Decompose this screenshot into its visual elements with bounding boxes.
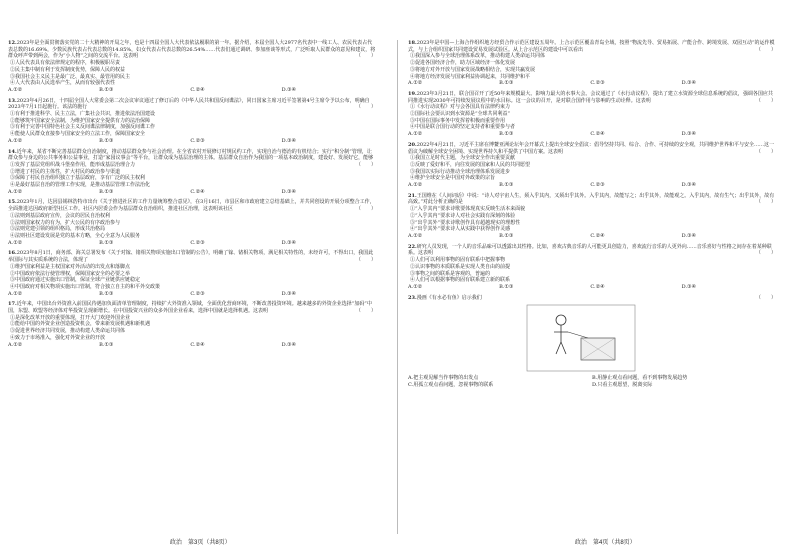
question-number: 18.	[408, 40, 417, 46]
question-stem	[8, 301, 376, 314]
options-row	[8, 240, 376, 247]
statement-item: ②能够筑牢国家安全法制，为维护国家安全提供有力的法治保障	[10, 117, 151, 124]
options-row	[8, 291, 376, 298]
question-stem	[8, 40, 376, 60]
question	[8, 149, 376, 196]
question-number: 17.	[8, 301, 17, 308]
statement-item: ①人民代表具有依法律规定的程序，积极履职尽责	[10, 60, 121, 67]
answer-option: D.③④	[281, 86, 296, 93]
statement-item: ③促进世界经济共同发展，推动构建人类命运共同体	[10, 328, 126, 335]
question	[408, 193, 776, 240]
question-stem	[408, 91, 776, 104]
question-text: 2022年4月21日，习近平主席在博鳌亚洲论坛年会开幕式上提出全球安全倡议：倡导坚持共同、综合、合作、可持续的安全观，共同维护世界和平与安全……这一倡议为破解全球安全困境、实现世界持久和平提供了中国方案。这表明	[408, 141, 774, 155]
answer-option: B.①③	[499, 182, 514, 189]
answer-option: B.①③	[99, 239, 114, 246]
options-row	[408, 131, 776, 138]
answer-option: A.①②	[408, 283, 423, 290]
answer-option: C.②③	[190, 137, 205, 144]
answer-option: A.①②	[8, 188, 23, 195]
answer-option: B.①③	[499, 232, 514, 239]
statement-item: ①发挥了基层党组织战斗堡垒作用，能形成基层治理合力	[10, 161, 136, 168]
question-text: 王国维在《人间词话》中说：“诗人对宇宙人生，须入乎其内，又须出乎其外。入乎其内，故能写之；出乎其外，故能观之。入乎其内，故有生气；出乎其外，故有高致。”对此分析正确的是	[408, 192, 775, 206]
answer-option: A.①②	[8, 290, 23, 297]
question	[8, 301, 376, 348]
statement-item: ①维护国家利益是主权国家对外活动的出发点和落脚点	[10, 263, 131, 270]
left-column	[8, 40, 376, 352]
answer-option: C.用孤立观点看问题，忽视事物的联系	[408, 382, 494, 389]
question-stem	[408, 193, 776, 206]
statement-item: ④中国是联合国行动的坚定支持者和重要参与者	[410, 124, 516, 131]
answer-option: B.①③	[99, 86, 114, 93]
answer-option: C.②④	[190, 341, 205, 348]
answer-option: C.②③	[590, 80, 605, 87]
statement-item: ③有利于完善中国特色社会主义反间谍法律制度，加强反间谍工作	[10, 124, 156, 131]
question-number: 12.	[8, 40, 17, 46]
statement-item: ④将地方经济发展与国家利益协调起来，共同维护和平	[410, 73, 531, 80]
statement-item: ②认识事物的本质联系是实现人类自由的前提	[410, 263, 511, 270]
statement-item: ③中国政府通过实施出口管制，保证全球产业链供应链稳定	[10, 277, 141, 284]
answer-option: C.②④	[190, 188, 205, 195]
question-text: 研究人员发现，一个人的音乐品味可以透露出其性格。比如，喜欢古典音乐的人可能更具创造力，喜欢流行音乐的人更外向……音乐喜好与性格之间存在着某种联系。这表明	[408, 243, 772, 257]
statement-item: ④是最好基层自治的管理工作实现，是推动基层管理工作法治化	[10, 182, 151, 189]
answer-option: D.③④	[681, 80, 696, 87]
answer-blank: （ ）	[355, 161, 376, 168]
question-number: 15.	[8, 199, 17, 206]
answer-option: D.③④	[681, 182, 696, 189]
statement-item: ③保障了村民自治组织独立于基层政府，享有广泛的民主权利	[10, 175, 146, 182]
answer-option: A.①②	[8, 341, 23, 348]
answer-option: D.③④	[281, 188, 296, 195]
page-footer-left: 政治 第3页（共8页）	[170, 540, 231, 546]
statement-item: ③法则党建引领的组织格局，形成共治格局	[10, 226, 106, 233]
question-stem	[8, 199, 376, 212]
question	[8, 98, 376, 145]
question-text: 漫画《有水必有鱼》启示我们	[416, 294, 482, 301]
question	[408, 40, 776, 87]
column-divider	[397, 40, 398, 534]
options-row	[408, 233, 776, 240]
answer-blank: （ ）	[355, 308, 376, 315]
answer-option: B.①③	[99, 290, 114, 297]
answer-option: D.③④	[281, 290, 296, 297]
answer-option: B.①③	[99, 137, 114, 144]
answer-option: C.②④	[190, 86, 205, 93]
answer-option: A.①②	[8, 239, 23, 246]
page-footer-right: 政治 第4页（共8页）	[575, 540, 636, 546]
answer-option: C.②③	[590, 182, 605, 189]
options-row	[408, 182, 776, 189]
options-row	[8, 342, 376, 349]
question-text: 2023年是全面贯彻落实党的二十大精神的开局之年，也是十四届全国人大代表依法履职的第一年。据介绍，本届全国人大2977名代表中一线工人、农民代表占代表总数的16.69%，少数民族代表占代表总数的14.85%，妇女代表占代表总数的26.54%……代表们通过调研、参加座谈等形式，广泛听取人民群众的意见和建议，将群众呼声带到两会，作为“小人物”之间的交流平台。这表明	[8, 40, 376, 60]
answer-option: A.①②	[408, 131, 423, 138]
answer-option: D.③④	[681, 283, 696, 290]
answer-blank: （ ）	[355, 53, 376, 60]
statement-item: ①《水行动议程》对与会各国具有法律约束力	[410, 104, 511, 111]
question-text: 2023年3月21日，联合国召开了近50年来规模最大、影响力最大的水事大会。会议通过了《水行动议程》，提出了建立水资源全球信息系统的倡议，强调各国应共同推进实现2030年可持续发展议程中的水目标。这一会议的召开，是对联合国作用与影响的生动诠释。这表明	[408, 90, 773, 104]
statement-item: ④人们可以根据事物的固有联系建立新的联系	[410, 277, 511, 284]
question-number: 19.	[408, 90, 417, 97]
answer-option: B.用静止观点看问题，看不到事物发展趋势	[592, 375, 688, 382]
statement-item: ③“出乎其外”要求诗歌创作具有超越现实的理想性	[410, 219, 521, 226]
statement-item: ④法则社区建设发展是党的基本方略，全心全意为人民服务	[10, 232, 141, 239]
statement-item: ②反映了爱好和平，向往发展的国家和人民的共同愿望	[410, 161, 531, 168]
options-row	[408, 375, 776, 388]
statement-item: ①法则到基层政府宣传，会议的居民自治权利	[10, 212, 111, 219]
question-stem	[408, 40, 776, 53]
statement-item: ③我国以实际行动推动全球治理体系发展进步	[410, 168, 511, 175]
question-number: 23.	[408, 294, 417, 301]
question-text: 2023年4月26日，十四届全国人大常委会第二次会议审议通过了修订后的《中华人民共和国反间谍法》，同日国家主席习近平签署第4号主席令予以公布，明确自2023年7月1日起施行。该法的施行	[8, 97, 370, 111]
answer-blank: （ ）	[755, 46, 776, 53]
answer-option: C.②④	[590, 131, 605, 138]
question-number: 22.	[408, 243, 417, 250]
options-row	[408, 80, 776, 87]
options-row	[8, 138, 376, 145]
statement-item: ③事物之间的联系是客观的，普遍的	[410, 270, 491, 277]
answer-option: B.①③	[99, 188, 114, 195]
question	[408, 244, 776, 291]
question-number: 21.	[408, 192, 417, 199]
statement-item: ④中国政府对相关物项实施出口管制，符合独立自主的和平外交政策	[10, 283, 161, 290]
question-text: 2023年是中国—上海合作组织地方经贸合作示范区建设五周年。上合示范区覆盖青岛全域，按照“物流先导、贸易拓展、产能合作、跨境发展、双园互动”的运作模式，与上合组织国家共同建设贸易发展试验区。从上合示范区的建设中可以看出	[408, 40, 775, 53]
statement-item: ②能给中国的外资企业创造投资机会，带来新发展机遇和新机遇	[10, 321, 151, 328]
answer-blank: （ ）	[355, 206, 376, 213]
statement-item: ②国际社会要认识到水资源是“全球共同利益”	[410, 111, 511, 118]
answer-blank: （ ）	[355, 104, 376, 111]
question-stem	[408, 244, 776, 257]
question-stem	[8, 98, 376, 111]
answer-option: C.②④	[590, 283, 605, 290]
statement-item: ②促进各国经济合作，助力区域经济一体化发展	[410, 60, 516, 67]
question-stem	[408, 295, 776, 302]
answer-option: D.③④	[681, 131, 696, 138]
question	[8, 40, 376, 94]
answer-option: A.把主观见解当作事物的出发点	[408, 375, 479, 382]
question	[8, 250, 376, 297]
statement-item: ③中国在国际事务中发挥着积极而重要作用	[410, 117, 506, 124]
question-number: 20.	[408, 141, 417, 148]
answer-blank: （ ）	[755, 148, 776, 155]
statement-item: ②民主集中制有利于发挥制度优势，保障人民的权益	[10, 66, 126, 73]
options-row	[408, 284, 776, 291]
answer-option: D.③④	[281, 239, 296, 246]
answer-option: D.③④	[281, 137, 296, 144]
question	[8, 199, 376, 246]
question-stem	[408, 142, 776, 155]
statement-item: ②中国政府依法行使管理权，保障国家安全的必要之举	[10, 270, 131, 277]
statement-item: ③将地方对外开放与国家发展战略相结合，实现共赢发展	[410, 66, 536, 73]
answer-option: D.只看主观愿望，脱离实际	[592, 382, 653, 389]
statement-item: ①我国深入参与全球治理体系改革，推动构建人类命运共同体	[410, 53, 546, 60]
statement-item: ②“入乎其内”要求诗人对社会实践有深刻的体验	[410, 212, 516, 219]
answer-option: D.③④	[281, 341, 296, 348]
answer-blank: （ ）	[755, 199, 776, 206]
statement-item: ①是深化改革开放的重要体现，打开大门欢迎外国企业	[10, 314, 131, 321]
statement-item: ①有利于推进科学、民主立法，广集社会共识，推进依法治国建设	[10, 111, 156, 118]
statement-item: ④人大代表由人民选举产生，从而有较强代表性	[10, 80, 116, 87]
statement-item: ④“出乎其外”要求诗人从实践中获得创作灵感	[410, 226, 511, 233]
answer-option: A.①②	[8, 86, 23, 93]
answer-blank: （ ）	[755, 97, 776, 104]
statement-item: ①人们可以利用事物的固有联系中把握事物	[410, 257, 506, 264]
answer-option: A.①②	[408, 80, 423, 87]
answer-option: B.①③	[499, 131, 514, 138]
statement-item: ②增进了村民的主体性，扩大村民的政治参与渠道	[10, 168, 121, 175]
answer-option: A.①②	[408, 232, 423, 239]
answer-blank: （ ）	[355, 257, 376, 264]
options-row	[8, 189, 376, 196]
question-number: 13.	[8, 97, 17, 104]
answer-option: C.②③	[190, 239, 205, 246]
question	[408, 142, 776, 189]
question	[408, 91, 776, 138]
statement-item: ③我国社会主义民主是最广泛、最真实、最管用的民主	[10, 73, 131, 80]
statement-item: ①我国立足时代主题，为全球安全作出重要贡献	[410, 155, 516, 162]
question	[408, 295, 776, 389]
answer-blank: （ ）	[755, 250, 776, 257]
answer-blank: （ ）	[755, 294, 776, 301]
answer-option: B.①③	[499, 80, 514, 87]
statement-item: ②法则国家权力的有为，扩大公民的有序政治参与	[10, 219, 121, 226]
answer-option: B.①③	[99, 341, 114, 348]
question-stem	[8, 250, 376, 263]
answer-option: C.②③	[190, 290, 205, 297]
answer-option: A.①②	[408, 182, 423, 189]
statement-item: ④致力于市场准入，强化对外资企业的开放	[10, 334, 106, 341]
options-row	[8, 87, 376, 94]
right-column	[408, 40, 776, 393]
question-number: 16.	[8, 250, 17, 257]
answer-option: C.②④	[590, 232, 605, 239]
answer-option: A.①②	[8, 137, 23, 144]
statement-item: ①“入乎其内”要求诗歌要体现真实反映生活本来面貌	[410, 206, 526, 213]
question-number: 14.	[8, 148, 17, 155]
answer-option: D.③④	[681, 232, 696, 239]
question-text: 近年来，某省不断完善基层群众自治制度，推动基层群众参与社会治理。在全省农村开展修订村规民约工作，实现自治与德治的有机结合；实行“积分制”管理，让群众参与身边的公共事务和公益事业，打造“家园议事会”等平台，让群众成为基层治理的主体。基层群众自治作为我国的一项基本政治制度，建设好、发展好它，能够	[8, 148, 374, 162]
question-text: 近年来，中国出台外资准入前国民待遇加负面清单管理制度，持续扩大外资准入领域，全面优化营商环境，不断改善投资环境。越来越多的外资企业选择“加码”中国，东盟、欧盟等经济体对华投资呈现新增长。在中国投资兴业的众多外国企业看来，选择中国就是选择机遇。这表明	[8, 301, 372, 315]
cartoon-image	[526, 304, 636, 372]
answer-option: B.①③	[499, 283, 514, 290]
question-text: 2023年1月，达因县锡林浩特市出台《关于推进社区的工作力量统筹整合意见》，在3月16日，市县区和市政府建立总结基础上，并共同创设的开展分项整合工作，全面推进达因政府新型社区工作。社区内居委会作为基层群众自治组织，推进社区治理，这表明该社区	[8, 199, 375, 213]
question-text: 2023年8月1日，商务部、海关总署发布《关于对镓、锗相关物项实施出口管制的公告》，明确了镓、锗相关物项，满足相关特性的，未经许可，不得出口，我国此举国际与其实质系统的合法，体现了	[8, 250, 374, 264]
statement-item: ④能使人民群众直接参与国家安全的立法工作，保障国家安全	[10, 131, 146, 138]
statement-item: ④维护全球安全是中国对外政策的宗旨	[410, 175, 496, 182]
